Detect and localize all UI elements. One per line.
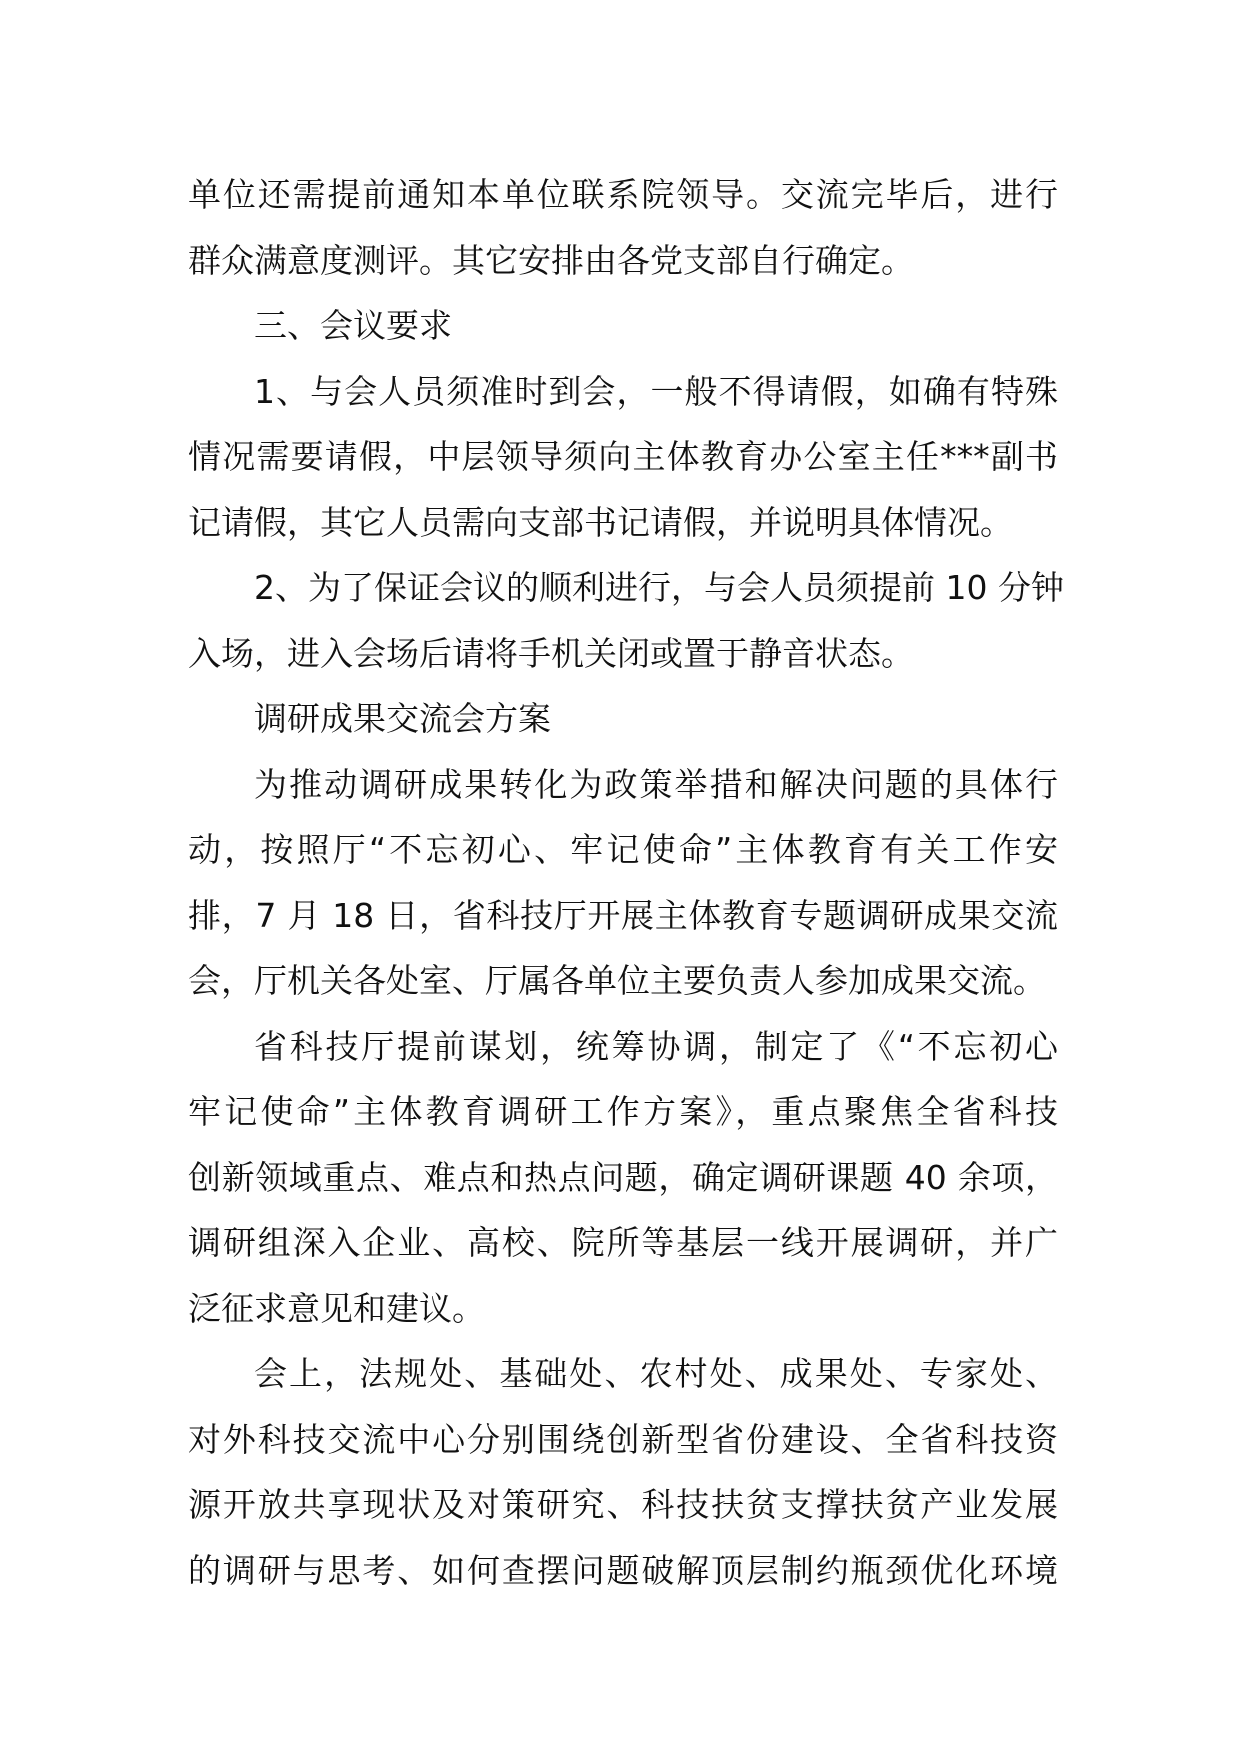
text-line: 调研组深入企业、高校、院所等基层一线开展调研，并广: [188, 1223, 1058, 1262]
text-line: 1、与会人员须准时到会，一般不得请假，如确有特殊: [254, 371, 1058, 411]
document-body: [188, 162, 1064, 1603]
text-line: 会，厅机关各处室、厅属各单位主要负责人参加成果交流。: [188, 961, 1046, 1000]
text-line: 泛征求意见和建议。: [188, 1288, 485, 1328]
text-line: 省科技厅提前谋划，统筹协调，制定了《“不忘初心: [254, 1026, 1058, 1066]
text-line: 动，按照厅“不忘初心、牢记使命”主体教育有关工作安: [188, 830, 1058, 869]
text-line: 牢记使命”主体教育调研工作方案》，重点聚焦全省科技: [188, 1092, 1058, 1131]
text-line: 创新领域重点、难点和热点问题，确定调研课题 40 余项，: [188, 1157, 1058, 1197]
text-line: 2、为了保证会议的顺利进行，与会人员须提前 10 分钟: [254, 568, 1064, 607]
text-line: 会上，法规处、基础处、农村处、成果处、专家处、: [254, 1354, 1058, 1393]
section-heading: 三、会议要求: [254, 306, 452, 345]
text-line: 单位还需提前通知本单位联系院领导。交流完毕后，进行: [188, 175, 1058, 214]
text-line: 源开放共享现状及对策研究、科技扶贫支撑扶贫产业发展: [188, 1485, 1058, 1524]
section-heading: 调研成果交流会方案: [254, 699, 551, 738]
text-line: 入场，进入会场后请将手机关闭或置于静音状态。: [188, 633, 914, 673]
text-line: 情况需要请假，中层领导须向主体教育办公室主任***副书: [188, 437, 1058, 476]
text-line: 群众满意度测评。其它安排由各党支部自行确定。: [188, 240, 914, 280]
text-line: 记请假，其它人员需向支部书记请假，并说明具体情况。: [188, 502, 1013, 542]
text-line: 排，7 月 18 日，省科技厅开展主体教育专题调研成果交流: [188, 895, 1058, 935]
text-line: 的调研与思考、如何查摆问题破解顶层制约瓶颈优化环境: [188, 1550, 1058, 1590]
text-line: 为推动调研成果转化为政策举措和解决问题的具体行: [254, 764, 1058, 804]
text-line: 对外科技交流中心分别围绕创新型省份建设、全省科技资: [188, 1419, 1058, 1459]
